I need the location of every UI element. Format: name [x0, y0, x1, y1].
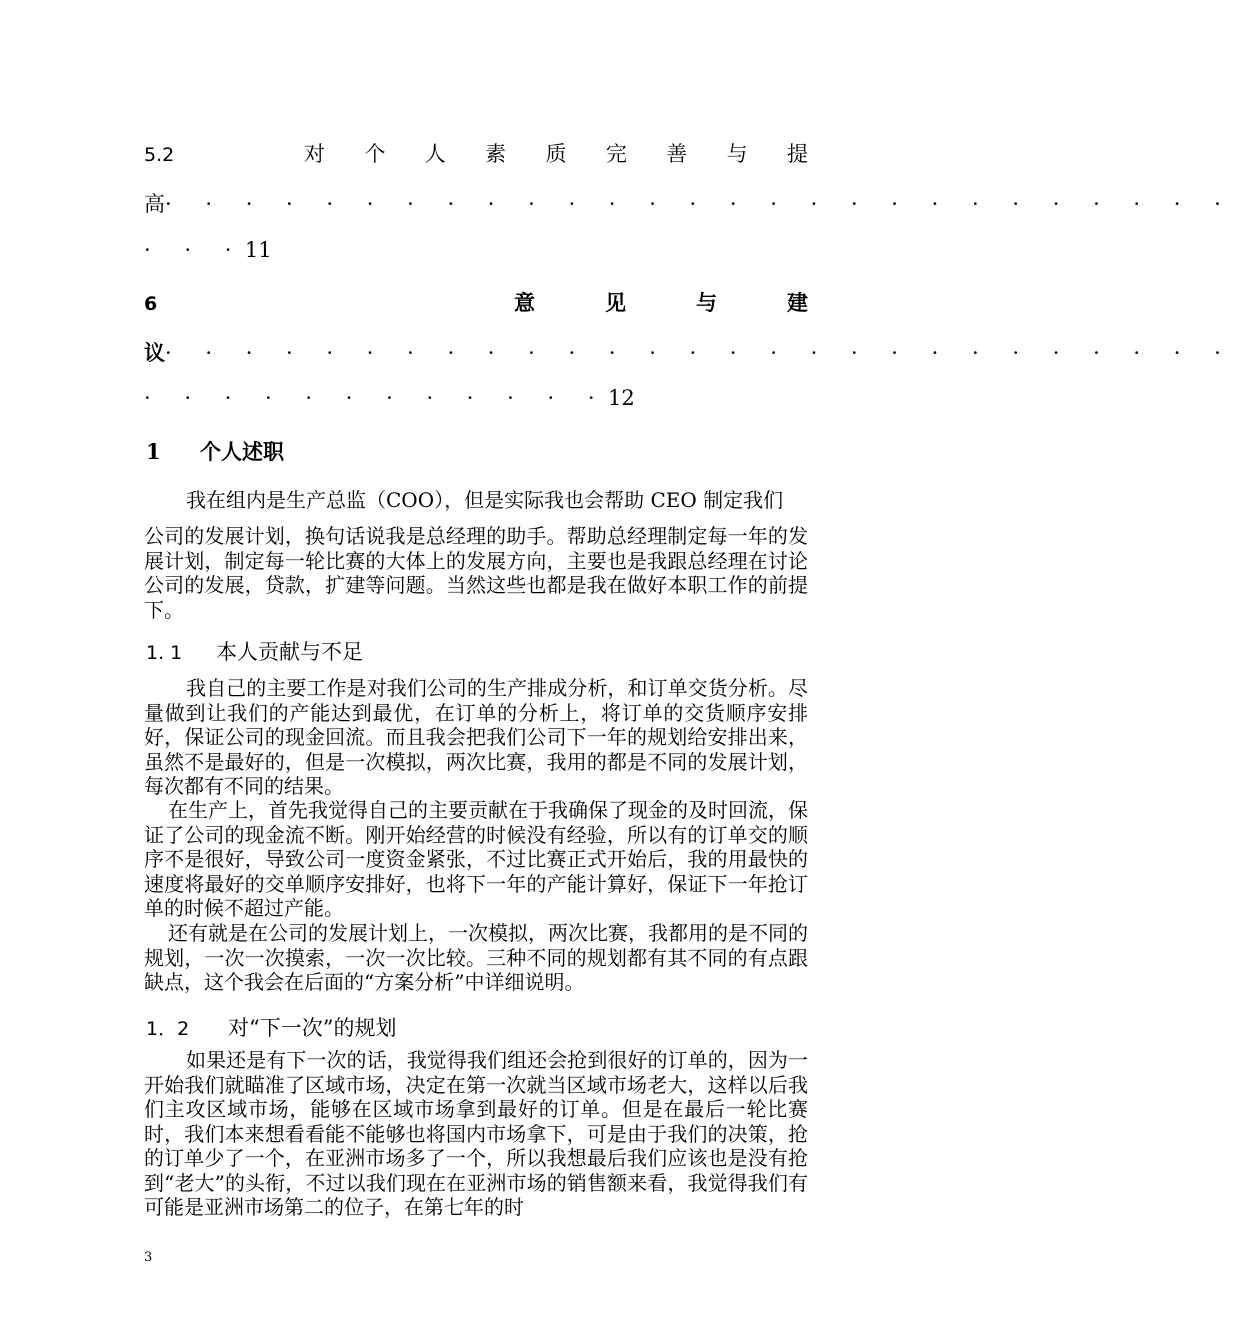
section-title: 对“下一次”的规划: [228, 1016, 397, 1040]
section-number: 1: [146, 439, 161, 464]
section1-1-paragraph-1: 我自己的主要工作是对我们公司的生产排成分析，和订单交货分析。尽量做到让我们的产能达到最优，在订单的分析上，将订单的交货顺序安排好，保证公司的现金回流。而且我会把我们公司下一年的规划给安排出来，虽然不是最好的，但是一次模拟，两次比赛，我用的都是不同的发展计划，每次都有不同的结果。: [144, 676, 808, 798]
section1-1-paragraph-2: 在生产上，首先我觉得自己的主要贡献在于我确保了现金的及时回流，保证了公司的现金流不断。刚开始经营的时候没有经验，所以有的订单交的顺序不是很好，导致公司一度资金紧张，不过比赛正式开始后，我的用最快的速度将最好的交单顺序安排好，也将下一年的产能计算好，保证下一年抢订单的时候不超过产能。: [144, 798, 808, 920]
section-title: 本人贡献与不足: [216, 640, 363, 664]
section-title: 个人述职: [200, 439, 284, 464]
toc-leader-dots: · · · · · · · · · · · · · · · · · · · · · · · · · · ·: [165, 192, 1234, 216]
section-number: 1．2: [146, 1018, 190, 1040]
toc-title: [304, 138, 808, 168]
toc-char: 提: [787, 142, 808, 166]
toc-leader-dots: · · · · · · · · · · · · · · · · · · · · · · · · · · ·: [165, 341, 1234, 365]
toc-tail-char: 高: [144, 192, 165, 216]
toc-char: 完: [605, 142, 627, 166]
toc-char: 个: [364, 142, 386, 166]
section1-paragraph: 公司的发展计划，换句话说我是总经理的助手。帮助总经理制定每一年的发展计划，制定每一轮比赛的大体上的发展方向，主要也是我跟总经理在讨论公司的发展，贷款，扩建等问题。当然这些也都是我在做好本职工作的前提下。: [144, 524, 808, 622]
section1-paragraph-line1: 我在组内是生产总监（COO），但是实际我也会帮助 CEO 制定我们: [186, 488, 784, 512]
toc-page-number: 11: [244, 238, 272, 262]
toc-entry-6-leader: [144, 337, 1234, 367]
toc-char: 质: [545, 142, 567, 166]
section-heading-1-1: [146, 636, 363, 666]
toc-page-number: 12: [608, 386, 635, 410]
toc-entry-5-2-page: [144, 238, 808, 262]
toc-entry-6-page: [144, 386, 808, 410]
toc-page-leader: · · · · · · · · · · · ·: [144, 386, 609, 410]
section-number: 1. 1: [146, 642, 183, 664]
section1-1-paragraph-3: 还有就是在公司的发展计划上，一次模拟，两次比赛，我都用的是不同的规划，一次一次摸索，一次一次比较。三种不同的规划都有其不同的有点跟缺点，这个我会在后面的“方案分析”中详细说明。: [144, 921, 808, 994]
toc-char: 与: [696, 290, 717, 315]
toc-number: 5.2: [144, 144, 175, 166]
toc-char: 意: [514, 290, 535, 315]
toc-char: 见: [605, 290, 626, 315]
section-heading-1: [146, 436, 284, 466]
toc-char: 与: [726, 142, 748, 166]
toc-tail-char: 议: [144, 340, 165, 365]
page-number: 3: [144, 1250, 153, 1265]
toc-char: 人: [424, 142, 446, 166]
toc-number: 6: [144, 293, 158, 315]
toc-title: [514, 287, 808, 317]
toc-entry-5-2-leader: [144, 188, 1234, 218]
toc-char: 素: [485, 142, 507, 166]
section-heading-1-2: [146, 1012, 396, 1042]
section1-2-paragraph: 如果还是有下一次的话，我觉得我们组还会抢到很好的订单的，因为一开始我们就瞄准了区域市场，决定在第一次就当区域市场老大，这样以后我们主攻区域市场，能够在区域市场拿到最好的订单。但是在最后一轮比赛时，我们本来想看看能不能够也将国内市场拿下，可是由于我们的决策，抢的订单少了一个，在亚洲市场多了一个，所以我想最后我们应该也是没有抢到“老大”的头衔，不过以我们现在在亚洲市场的销售额来看，我觉得我们有可能是亚洲市场第二的位子，在第七年的时: [144, 1048, 808, 1219]
toc-char: 建: [787, 290, 808, 315]
toc-char: 善: [666, 142, 688, 166]
toc-char: 对: [304, 142, 325, 166]
toc-entry-5-2-title[interactable]: [144, 138, 808, 168]
toc-entry-6-title[interactable]: [144, 287, 808, 317]
toc-page-leader: · · ·: [144, 238, 245, 262]
